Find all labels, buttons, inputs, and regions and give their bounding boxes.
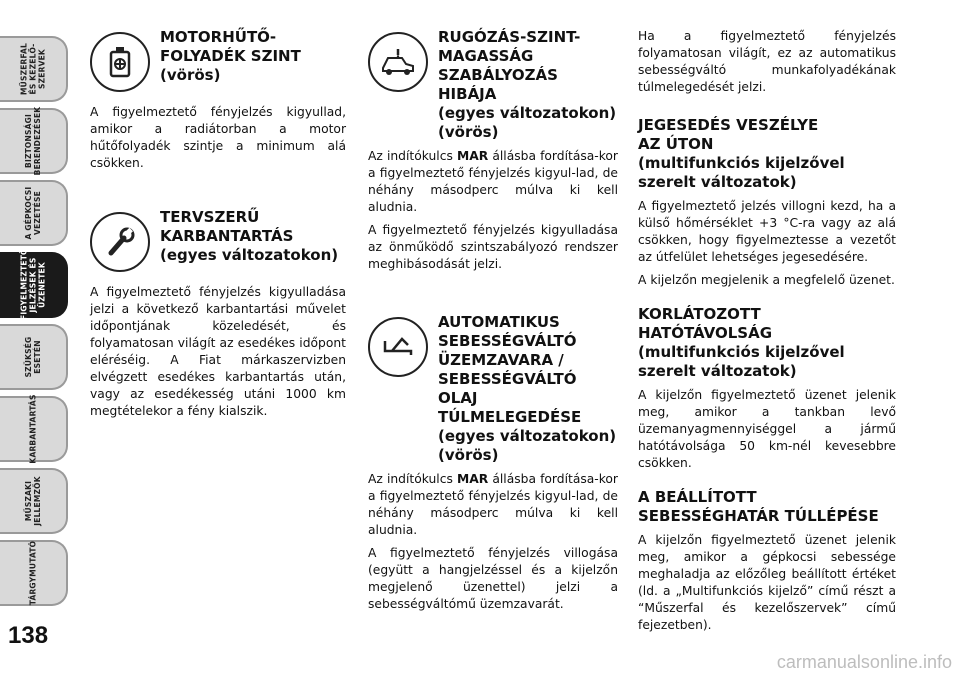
tab-biztonsagi[interactable]: BIZTONSÁGI BERENDEZÉSEK [0, 108, 68, 174]
tab-figyelmezteto-active[interactable]: FIGYELMEZTETŐ JELZÉSEK ÉS ÜZENETEK [0, 252, 68, 318]
section-title: AUTOMATIKUS SEBESSÉGVÁLTÓ ÜZEMZAVARA / SEBESSÉGVÁLTÓ OLAJ TÚLMELEGEDÉSE (egyes változatokon) (vörös) [438, 313, 617, 464]
paragraph: A figyelmeztető fényjelzés kigyullad, amikor a radiátorban a motor hűtőfolyadék szintje a minimum alá csökken. [90, 105, 346, 170]
chapter-sidebar [0, 0, 72, 677]
paragraph: A figyelmeztető fényjelzés kigyulladása jelzi a következő karbantartási művelet időpontjának közeledését, és folyamatosan világít az esedékes időpont eléréséig. A Fiat márkaszervizben elvégzett esedékes karbantartás után, vagy az esedékesség utáni 1000 km megtételekor a fény kialszik. [90, 285, 346, 418]
tab-szukseg-eseten[interactable]: SZÜKSÉG ESETÉN [0, 324, 68, 390]
coolant-icon [90, 32, 150, 92]
section-title-ice: JEGESEDÉS VESZÉLYE AZ ÚTON (multifunkciós kijelzővel szerelt változatok) [638, 116, 845, 191]
tab-targymutato[interactable]: TÁRGYMUTATÓ [0, 540, 68, 606]
section-title: MOTORHŰTŐ- FOLYADÉK SZINT (vörös) [160, 28, 301, 84]
paragraph: Ha a figyelmeztető fényjelzés folyamatosan világít, ez az automatikus sebességváltó munkafolyadékának túlmelegedését jelzi. [638, 29, 896, 94]
suspension-warning-icon [368, 32, 428, 92]
column-2 [368, 28, 618, 613]
tab-muszaki-jellemzok[interactable]: MŰSZAKI JELLEMZŐK [0, 468, 68, 534]
page-number: 138 [8, 622, 49, 649]
paragraph: Az indítókulcs MAR állásba fordítása-kor a figyelmeztető fényjelzés kigyul-lad, de néhány másodperc múlva ki kell aludnia. [368, 472, 618, 537]
section-gearbox [368, 313, 618, 465]
gearbox-icon [368, 317, 428, 377]
column-1 [90, 28, 346, 420]
paragraph: A figyelmeztető jelzés villogni kezd, ha a külső hőmérséklet +3 °C-ra vagy az alá csökken, hogy figyelmeztesse a vezetőt az útfelület lehetséges jegesedésére. [638, 199, 896, 264]
tab-muszerfal[interactable]: MŰSZERFAL ÉS KEZELŐ- SZERVEK [0, 36, 68, 102]
key-position-mar: MAR [456, 472, 489, 486]
section-maintenance [90, 208, 346, 278]
paragraph: A kijelzőn figyelmeztető üzenet jelenik meg, amikor a tankban levő üzemanyagmennyiséggel a jármű hatótávolsága 50 km-nél kevesebbre csökken. [638, 388, 896, 470]
tab-karbantartas[interactable]: KARBANTARTÁS [0, 396, 68, 462]
column-3 [638, 28, 896, 634]
key-position-mar: MAR [456, 149, 489, 163]
section-suspension [368, 28, 618, 142]
paragraph: A figyelmeztető fényjelzés kigyulladása az önműködő szintszabályozó rendszer meghibásodását jelzi. [368, 223, 618, 271]
section-title-range: KORLÁTOZOTT HATÓTÁVOLSÁG (multifunkciós kijelzővel szerelt változatok) [638, 305, 845, 380]
section-title-speed: A BEÁLLÍTOTT SEBESSÉGHATÁR TÚLLÉPÉSE [638, 488, 879, 525]
paragraph: A kijelzőn figyelmeztető üzenet jelenik meg, amikor a gépkocsi sebessége meghaladja az előzőleg beállított értéket (ld. a „Multifunkciós kijelző” című részt a “Műszerfal és kezelőszervek” című fejezetben). [638, 533, 896, 632]
section-title: RUGÓZÁS-SZINT- MAGASSÁG SZABÁLYOZÁS HIBÁJA (egyes változatokon) (vörös) [438, 28, 617, 141]
section-title: TERVSZERŰ KARBANTARTÁS (egyes változatokon) [160, 208, 339, 264]
wrench-icon [90, 212, 150, 272]
tab-gepkocsi-vezetese[interactable]: A GÉPKOCSI VEZETÉSE [0, 180, 68, 246]
paragraph: A kijelzőn megjelenik a megfelelő üzenet. [638, 273, 895, 287]
paragraph: Az indítókulcs MAR állásba fordítása-kor a figyelmeztető fényjelzés kigyul-lad, de néhány másodperc múlva ki kell aludnia. [368, 149, 618, 214]
watermark: carmanualsonline.info [776, 652, 952, 672]
section-coolant [90, 28, 346, 98]
paragraph: A figyelmeztető fényjelzés villogása (együtt a hangjelzéssel és a kijelzőn megjelenő üzenettel) jelzi a sebességváltómű üzemzavarát. [368, 546, 618, 611]
